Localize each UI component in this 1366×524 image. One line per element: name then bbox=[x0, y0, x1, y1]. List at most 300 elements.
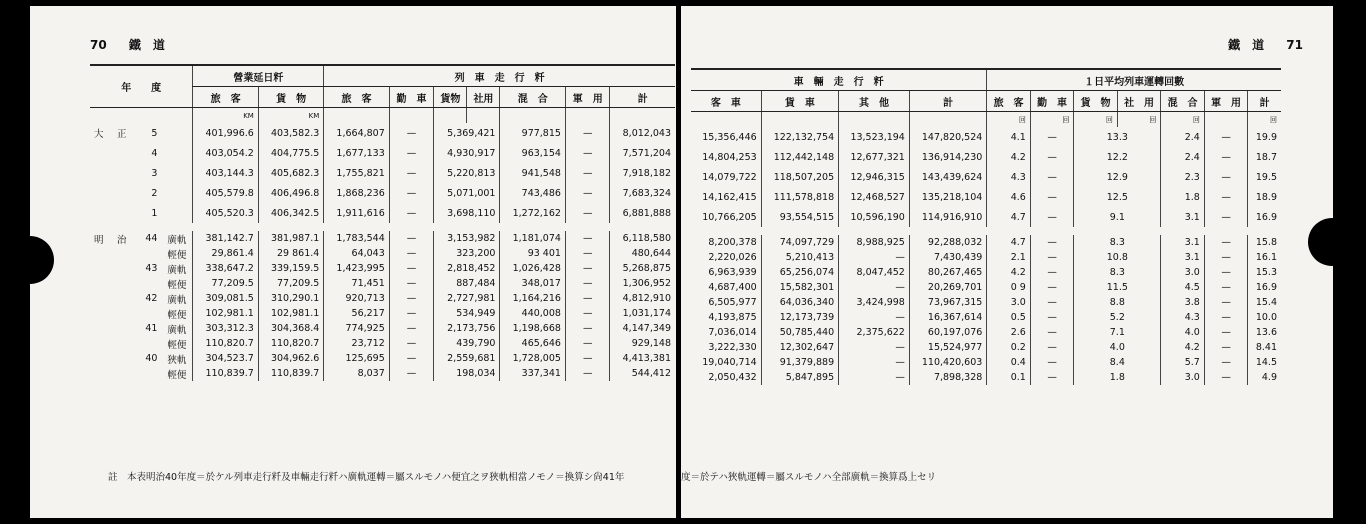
gauge-label bbox=[161, 163, 192, 183]
cell-daily-military: — bbox=[1204, 187, 1248, 207]
cell-daily-total: 16.1 bbox=[1248, 250, 1281, 265]
era-label bbox=[90, 351, 139, 366]
header-train-passenger: 旅 客 bbox=[324, 87, 389, 108]
cell-train-mixed: 1,272,162 bbox=[500, 203, 565, 223]
cell-car-passenger: 15,356,446 bbox=[702, 131, 757, 143]
cell-train-mixed: 1,728,005 bbox=[500, 351, 565, 366]
right-statistics-table bbox=[691, 68, 1281, 385]
cell-car-total: 16,367,614 bbox=[909, 310, 986, 325]
cell-car-other: — bbox=[839, 310, 910, 325]
year-label: 44 bbox=[145, 233, 158, 244]
cell-daily-freight: 12.2 bbox=[1074, 147, 1161, 167]
cell-km-passenger: 102,981.1 bbox=[193, 306, 258, 321]
era-label bbox=[90, 321, 139, 336]
cell-car-freight: 12,302,647 bbox=[761, 340, 838, 355]
cell-train-total: 7,683,324 bbox=[610, 183, 675, 203]
cell-train-passenger: 1,677,133 bbox=[324, 143, 389, 163]
year-label bbox=[139, 246, 162, 261]
cell-car-total: 60,197,076 bbox=[909, 325, 986, 340]
header-car-total: 計 bbox=[909, 91, 986, 112]
year-label: 5 bbox=[151, 127, 158, 139]
header-daily-freight: 貨 物 bbox=[1074, 91, 1118, 112]
cell-car-passenger: 10,766,205 bbox=[702, 211, 757, 223]
cell-train-military: — bbox=[565, 183, 610, 203]
cell-train-total: 929,148 bbox=[610, 336, 675, 351]
table-row bbox=[691, 295, 1281, 310]
table-row bbox=[90, 306, 675, 321]
cell-daily-mixed: 3.1 bbox=[1161, 235, 1205, 250]
cell-daily-service: — bbox=[1030, 187, 1074, 207]
cell-train-total: 6,881,888 bbox=[610, 203, 675, 223]
cell-daily-freight: 11.5 bbox=[1074, 280, 1161, 295]
header-daily-military: 軍 用 bbox=[1204, 91, 1248, 112]
era-label: 大 正 bbox=[94, 129, 129, 140]
cell-daily-passenger: 4.2 bbox=[987, 147, 1031, 167]
footnote: 註 本表明治40年度＝於ケル列車走行粁及車輛走行粁ハ廣軌運轉＝屬スルモノハ便宜之ヲ狹軌相當ノモノ＝換算シ尙41年 bbox=[108, 472, 625, 483]
era-label bbox=[90, 163, 139, 183]
right-page bbox=[681, 6, 1333, 518]
table-row bbox=[691, 167, 1281, 187]
header-daily-passenger: 旅 客 bbox=[987, 91, 1031, 112]
cell-car-total: 7,898,328 bbox=[909, 370, 986, 385]
cell-daily-mixed: 2.4 bbox=[1161, 127, 1205, 147]
cell-daily-passenger: 0.4 bbox=[987, 355, 1031, 370]
table-row bbox=[90, 336, 675, 351]
header-operating-km: 營業延日粁 bbox=[193, 65, 324, 87]
header-daily-mixed: 混 合 bbox=[1161, 91, 1205, 112]
cell-daily-passenger: 0.2 bbox=[987, 340, 1031, 355]
unit-times: 回 bbox=[1248, 112, 1281, 128]
cell-train-military: — bbox=[565, 306, 610, 321]
running-title: 鐵 道 bbox=[128, 38, 165, 52]
cell-daily-total: 8.41 bbox=[1248, 340, 1281, 355]
cell-car-passenger: 14,079,722 bbox=[702, 171, 757, 183]
cell-daily-service: — bbox=[1030, 280, 1074, 295]
cell-daily-mixed: 2.3 bbox=[1161, 167, 1205, 187]
table-row bbox=[691, 310, 1281, 325]
cell-daily-mixed: 5.7 bbox=[1161, 355, 1205, 370]
cell-car-other: 8,988,925 bbox=[839, 235, 910, 250]
cell-car-passenger: 6,505,977 bbox=[708, 297, 757, 308]
cell-train-passenger: 8,037 bbox=[324, 366, 389, 381]
cell-daily-passenger: 4.2 bbox=[987, 265, 1031, 280]
cell-daily-passenger: 4.3 bbox=[987, 167, 1031, 187]
cell-daily-service: — bbox=[1030, 265, 1074, 280]
cell-daily-total: 14.5 bbox=[1248, 355, 1281, 370]
unit-times: 回 bbox=[1161, 112, 1205, 128]
cell-car-other: 8,047,452 bbox=[839, 265, 910, 280]
unit-times: 回 bbox=[1030, 112, 1074, 128]
cell-daily-passenger: 4.7 bbox=[987, 207, 1031, 227]
cell-daily-passenger: 4.7 bbox=[987, 235, 1031, 250]
header-train-military: 軍 用 bbox=[565, 87, 610, 108]
cell-daily-mixed: 2.4 bbox=[1161, 147, 1205, 167]
gauge-label bbox=[161, 203, 192, 223]
cell-train-military: — bbox=[565, 246, 610, 261]
cell-daily-mixed: 3.0 bbox=[1161, 370, 1205, 385]
cell-car-total: 73,967,315 bbox=[909, 295, 986, 310]
cell-daily-service: — bbox=[1030, 167, 1074, 187]
cell-train-military: — bbox=[565, 143, 610, 163]
cell-car-other: — bbox=[839, 280, 910, 295]
cell-train-military: — bbox=[565, 321, 610, 336]
cell-car-passenger: 14,804,253 bbox=[702, 151, 757, 163]
cell-daily-passenger: 2.6 bbox=[987, 325, 1031, 340]
cell-train-freight: 534,949 bbox=[434, 306, 500, 321]
cell-car-freight: 118,507,205 bbox=[761, 167, 838, 187]
gauge-label bbox=[161, 123, 192, 143]
table-row bbox=[90, 123, 675, 143]
cell-car-passenger: 19,040,714 bbox=[702, 357, 757, 368]
cell-daily-service: — bbox=[1030, 295, 1074, 310]
cell-daily-total: 13.6 bbox=[1248, 325, 1281, 340]
cell-train-freight: 4,930,917 bbox=[434, 143, 500, 163]
era-label bbox=[90, 306, 139, 321]
cell-car-passenger: 2,050,432 bbox=[708, 372, 757, 383]
cell-car-other: 2,375,622 bbox=[839, 325, 910, 340]
cell-train-service: — bbox=[389, 203, 434, 223]
header-train-total: 計 bbox=[610, 87, 675, 108]
cell-daily-freight: 13.3 bbox=[1074, 127, 1161, 147]
year-label: 2 bbox=[151, 187, 158, 199]
cell-car-other: 12,946,315 bbox=[839, 167, 910, 187]
cell-train-freight: 2,727,981 bbox=[434, 291, 500, 306]
table-row bbox=[691, 187, 1281, 207]
cell-daily-freight: 9.1 bbox=[1074, 207, 1161, 227]
header-year: 年 度 bbox=[90, 65, 193, 108]
cell-daily-freight: 12.5 bbox=[1074, 187, 1161, 207]
cell-daily-mixed: 4.5 bbox=[1161, 280, 1205, 295]
table-row bbox=[691, 355, 1281, 370]
cell-daily-military: — bbox=[1204, 295, 1248, 310]
cell-train-passenger: 23,712 bbox=[324, 336, 389, 351]
cell-daily-military: — bbox=[1204, 325, 1248, 340]
cell-train-total: 4,812,910 bbox=[610, 291, 675, 306]
cell-train-mixed: 941,548 bbox=[500, 163, 565, 183]
cell-train-military: — bbox=[565, 163, 610, 183]
gauge-label: 輕便 bbox=[167, 249, 187, 261]
header-car-passenger: 客 車 bbox=[691, 91, 761, 112]
cell-train-passenger: 1,868,236 bbox=[324, 183, 389, 203]
unit-times: 回 bbox=[1074, 112, 1118, 128]
cell-train-freight: 5,369,421 bbox=[434, 123, 500, 143]
cell-train-passenger: 125,695 bbox=[324, 351, 389, 366]
cell-car-total: 136,914,230 bbox=[909, 147, 986, 167]
cell-train-service: — bbox=[389, 261, 434, 276]
cell-km-passenger: 403,144.3 bbox=[193, 163, 258, 183]
cell-daily-service: — bbox=[1030, 250, 1074, 265]
cell-daily-freight: 10.8 bbox=[1074, 250, 1161, 265]
header-daily-service: 勤 車 bbox=[1030, 91, 1074, 112]
cell-train-total: 480,644 bbox=[610, 246, 675, 261]
cell-car-passenger: 4,687,400 bbox=[708, 282, 757, 293]
cell-km-freight: 110,820.7 bbox=[258, 336, 323, 351]
cell-train-total: 7,571,204 bbox=[610, 143, 675, 163]
cell-car-freight: 93,554,515 bbox=[761, 207, 838, 227]
cell-train-passenger: 1,664,807 bbox=[324, 123, 389, 143]
cell-train-total: 1,306,952 bbox=[610, 276, 675, 291]
cell-train-mixed: 963,154 bbox=[500, 143, 565, 163]
cell-car-passenger: 7,036,014 bbox=[708, 327, 757, 338]
cell-daily-freight: 5.2 bbox=[1074, 310, 1161, 325]
header-car-other: 其 他 bbox=[839, 91, 910, 112]
cell-daily-military: — bbox=[1204, 280, 1248, 295]
cell-train-mixed: 337,341 bbox=[500, 366, 565, 381]
era-label bbox=[90, 183, 139, 203]
right-table-body bbox=[691, 112, 1281, 386]
cell-km-freight: 304,962.6 bbox=[258, 351, 323, 366]
cell-train-freight: 198,034 bbox=[434, 366, 500, 381]
cell-train-service: — bbox=[389, 321, 434, 336]
cell-train-passenger: 1,423,995 bbox=[324, 261, 389, 276]
cell-train-military: — bbox=[565, 123, 610, 143]
cell-train-service: — bbox=[389, 231, 434, 246]
cell-train-mixed: 440,008 bbox=[500, 306, 565, 321]
year-label bbox=[139, 336, 162, 351]
table-row bbox=[90, 203, 675, 223]
cell-km-freight: 403,582.3 bbox=[258, 123, 323, 143]
cell-car-total: 135,218,104 bbox=[909, 187, 986, 207]
cell-car-freight: 65,256,074 bbox=[761, 265, 838, 280]
era-label bbox=[90, 143, 139, 163]
cell-daily-total: 18.9 bbox=[1248, 187, 1281, 207]
table-row bbox=[90, 261, 675, 276]
cell-km-passenger: 401,996.6 bbox=[193, 123, 258, 143]
cell-train-service: — bbox=[389, 183, 434, 203]
cell-train-total: 6,118,580 bbox=[610, 231, 675, 246]
left-table-body bbox=[90, 108, 675, 382]
header-train-company: 社用 bbox=[467, 87, 500, 108]
year-label: 42 bbox=[145, 293, 158, 304]
cell-train-service: — bbox=[389, 291, 434, 306]
cell-car-freight: 112,442,148 bbox=[761, 147, 838, 167]
cell-car-passenger: 14,162,415 bbox=[702, 191, 757, 203]
cell-train-total: 4,413,381 bbox=[610, 351, 675, 366]
table-row bbox=[90, 231, 675, 246]
cell-daily-total: 4.9 bbox=[1248, 370, 1281, 385]
cell-daily-freight: 1.8 bbox=[1074, 370, 1161, 385]
unit-times: 回 bbox=[987, 112, 1031, 128]
cell-train-service: — bbox=[389, 336, 434, 351]
cell-train-mixed: 1,026,428 bbox=[500, 261, 565, 276]
cell-daily-military: — bbox=[1204, 370, 1248, 385]
cell-train-total: 7,918,182 bbox=[610, 163, 675, 183]
cell-car-freight: 74,097,729 bbox=[761, 235, 838, 250]
cell-daily-military: — bbox=[1204, 207, 1248, 227]
cell-km-passenger: 110,820.7 bbox=[193, 336, 258, 351]
cell-daily-freight: 8.4 bbox=[1074, 355, 1161, 370]
cell-train-mixed: 743,486 bbox=[500, 183, 565, 203]
header-km-freight: 貨 物 bbox=[258, 87, 323, 108]
cell-train-military: — bbox=[565, 351, 610, 366]
cell-daily-mixed: 4.0 bbox=[1161, 325, 1205, 340]
cell-km-freight: 102,981.1 bbox=[258, 306, 323, 321]
table-row bbox=[90, 276, 675, 291]
cell-car-freight: 15,582,301 bbox=[761, 280, 838, 295]
cell-train-freight: 323,200 bbox=[434, 246, 500, 261]
cell-daily-service: — bbox=[1030, 355, 1074, 370]
cell-km-freight: 304,368.4 bbox=[258, 321, 323, 336]
year-label: 1 bbox=[151, 207, 158, 219]
cell-daily-total: 15.3 bbox=[1248, 265, 1281, 280]
cell-car-total: 7,430,439 bbox=[909, 250, 986, 265]
cell-km-freight: 406,342.5 bbox=[258, 203, 323, 223]
year-label: 3 bbox=[151, 167, 158, 179]
table-row bbox=[691, 147, 1281, 167]
cell-daily-military: — bbox=[1204, 250, 1248, 265]
cell-daily-total: 15.8 bbox=[1248, 235, 1281, 250]
cell-train-freight: 887,484 bbox=[434, 276, 500, 291]
cell-train-freight: 439,790 bbox=[434, 336, 500, 351]
cell-train-total: 1,031,174 bbox=[610, 306, 675, 321]
cell-car-freight: 122,132,754 bbox=[761, 127, 838, 147]
cell-train-mixed: 1,181,074 bbox=[500, 231, 565, 246]
cell-km-freight: 310,290.1 bbox=[258, 291, 323, 306]
cell-daily-passenger: 0 9 bbox=[987, 280, 1031, 295]
cell-daily-total: 15.4 bbox=[1248, 295, 1281, 310]
cell-daily-passenger: 0.5 bbox=[987, 310, 1031, 325]
cell-car-other: — bbox=[839, 340, 910, 355]
cell-train-freight: 2,559,681 bbox=[434, 351, 500, 366]
gauge-label: 輕便 bbox=[167, 339, 187, 351]
cell-train-passenger: 774,925 bbox=[324, 321, 389, 336]
header-daily-total: 計 bbox=[1248, 91, 1281, 112]
cell-train-military: — bbox=[565, 261, 610, 276]
header-km-passenger: 旅 客 bbox=[193, 87, 258, 108]
running-title: 鐵 道 bbox=[1228, 38, 1265, 52]
cell-train-total: 4,147,349 bbox=[610, 321, 675, 336]
cell-train-freight: 5,071,001 bbox=[434, 183, 500, 203]
cell-train-military: — bbox=[565, 276, 610, 291]
gauge-label: 輕便 bbox=[167, 369, 187, 381]
cell-train-mixed: 1,198,668 bbox=[500, 321, 565, 336]
cell-km-freight: 77,209.5 bbox=[258, 276, 323, 291]
cell-train-service: — bbox=[389, 366, 434, 381]
cell-train-service: — bbox=[389, 163, 434, 183]
cell-km-passenger: 381,142.7 bbox=[193, 231, 258, 246]
cell-km-passenger: 405,520.3 bbox=[193, 203, 258, 223]
cell-train-mixed: 93 401 bbox=[500, 246, 565, 261]
cell-car-other: 10,596,190 bbox=[839, 207, 910, 227]
cell-train-passenger: 1,783,544 bbox=[324, 231, 389, 246]
cell-train-passenger: 1,755,821 bbox=[324, 163, 389, 183]
cell-km-freight: 405,682.3 bbox=[258, 163, 323, 183]
cell-train-service: — bbox=[389, 143, 434, 163]
cell-train-mixed: 1,164,216 bbox=[500, 291, 565, 306]
cell-daily-military: — bbox=[1204, 310, 1248, 325]
era-label bbox=[90, 203, 139, 223]
cell-daily-total: 10.0 bbox=[1248, 310, 1281, 325]
cell-km-passenger: 77,209.5 bbox=[193, 276, 258, 291]
cell-train-passenger: 920,713 bbox=[324, 291, 389, 306]
cell-daily-military: — bbox=[1204, 355, 1248, 370]
cell-car-other: 3,424,998 bbox=[839, 295, 910, 310]
table-row bbox=[90, 291, 675, 306]
cell-km-passenger: 338,647.2 bbox=[193, 261, 258, 276]
cell-daily-passenger: 0.1 bbox=[987, 370, 1031, 385]
cell-km-passenger: 303,312.3 bbox=[193, 321, 258, 336]
cell-km-freight: 339,159.5 bbox=[258, 261, 323, 276]
cell-car-other: 13,523,194 bbox=[839, 127, 910, 147]
unit-km: KM bbox=[258, 108, 323, 124]
cell-car-freight: 5,210,413 bbox=[761, 250, 838, 265]
cell-daily-military: — bbox=[1204, 127, 1248, 147]
cell-train-service: — bbox=[389, 351, 434, 366]
cell-km-freight: 404,775.5 bbox=[258, 143, 323, 163]
cell-daily-service: — bbox=[1030, 235, 1074, 250]
cell-daily-total: 16.9 bbox=[1248, 207, 1281, 227]
cell-train-service: — bbox=[389, 306, 434, 321]
cell-car-passenger: 6,963,939 bbox=[708, 267, 757, 278]
cell-car-other: 12,468,527 bbox=[839, 187, 910, 207]
table-row bbox=[691, 325, 1281, 340]
cell-train-mixed: 465,646 bbox=[500, 336, 565, 351]
cell-daily-mixed: 3.1 bbox=[1161, 250, 1205, 265]
cell-daily-total: 19.9 bbox=[1248, 127, 1281, 147]
gauge-label: 廣軌 bbox=[167, 234, 187, 246]
gauge-label: 廣軌 bbox=[167, 294, 187, 306]
cell-car-freight: 91,379,889 bbox=[761, 355, 838, 370]
cell-train-freight: 3,698,110 bbox=[434, 203, 500, 223]
cell-train-service: — bbox=[389, 276, 434, 291]
left-page-header bbox=[90, 36, 183, 53]
year-label bbox=[139, 366, 162, 381]
cell-car-passenger: 2,220,026 bbox=[708, 252, 757, 263]
table-row bbox=[691, 207, 1281, 227]
cell-train-passenger: 71,451 bbox=[324, 276, 389, 291]
table-row bbox=[691, 265, 1281, 280]
year-label: 43 bbox=[145, 263, 158, 274]
cell-daily-military: — bbox=[1204, 340, 1248, 355]
cell-train-service: — bbox=[389, 246, 434, 261]
table-row bbox=[90, 163, 675, 183]
cell-daily-service: — bbox=[1030, 127, 1074, 147]
header-train-km: 列 車 走 行 粁 bbox=[324, 65, 675, 87]
page-number: 70 bbox=[90, 38, 107, 52]
cell-train-freight: 3,153,982 bbox=[434, 231, 500, 246]
cell-car-total: 20,269,701 bbox=[909, 280, 986, 295]
binding-hole bbox=[1308, 218, 1356, 266]
era-label bbox=[90, 246, 139, 261]
header-train-service: 勤 車 bbox=[389, 87, 434, 108]
cell-train-military: — bbox=[565, 203, 610, 223]
gauge-label bbox=[161, 183, 192, 203]
table-row bbox=[90, 183, 675, 203]
cell-car-other: — bbox=[839, 370, 910, 385]
table-row bbox=[691, 127, 1281, 147]
gauge-label: 輕便 bbox=[167, 309, 187, 321]
cell-car-freight: 64,036,340 bbox=[761, 295, 838, 310]
cell-daily-military: — bbox=[1204, 147, 1248, 167]
table-row bbox=[691, 340, 1281, 355]
table-row bbox=[90, 321, 675, 336]
cell-daily-passenger: 3.0 bbox=[987, 295, 1031, 310]
cell-train-military: — bbox=[565, 336, 610, 351]
cell-daily-military: — bbox=[1204, 167, 1248, 187]
header-daily-company: 社 用 bbox=[1117, 91, 1161, 112]
cell-train-passenger: 1,911,616 bbox=[324, 203, 389, 223]
year-label bbox=[139, 306, 162, 321]
table-row bbox=[90, 366, 675, 381]
cell-daily-service: — bbox=[1030, 207, 1074, 227]
header-car-freight: 貨 車 bbox=[761, 91, 838, 112]
table-row bbox=[90, 351, 675, 366]
cell-daily-passenger: 4.1 bbox=[987, 127, 1031, 147]
cell-km-freight: 381,987.1 bbox=[258, 231, 323, 246]
cell-daily-passenger: 4.6 bbox=[987, 187, 1031, 207]
cell-daily-mixed: 4.2 bbox=[1161, 340, 1205, 355]
year-label: 4 bbox=[151, 147, 158, 159]
